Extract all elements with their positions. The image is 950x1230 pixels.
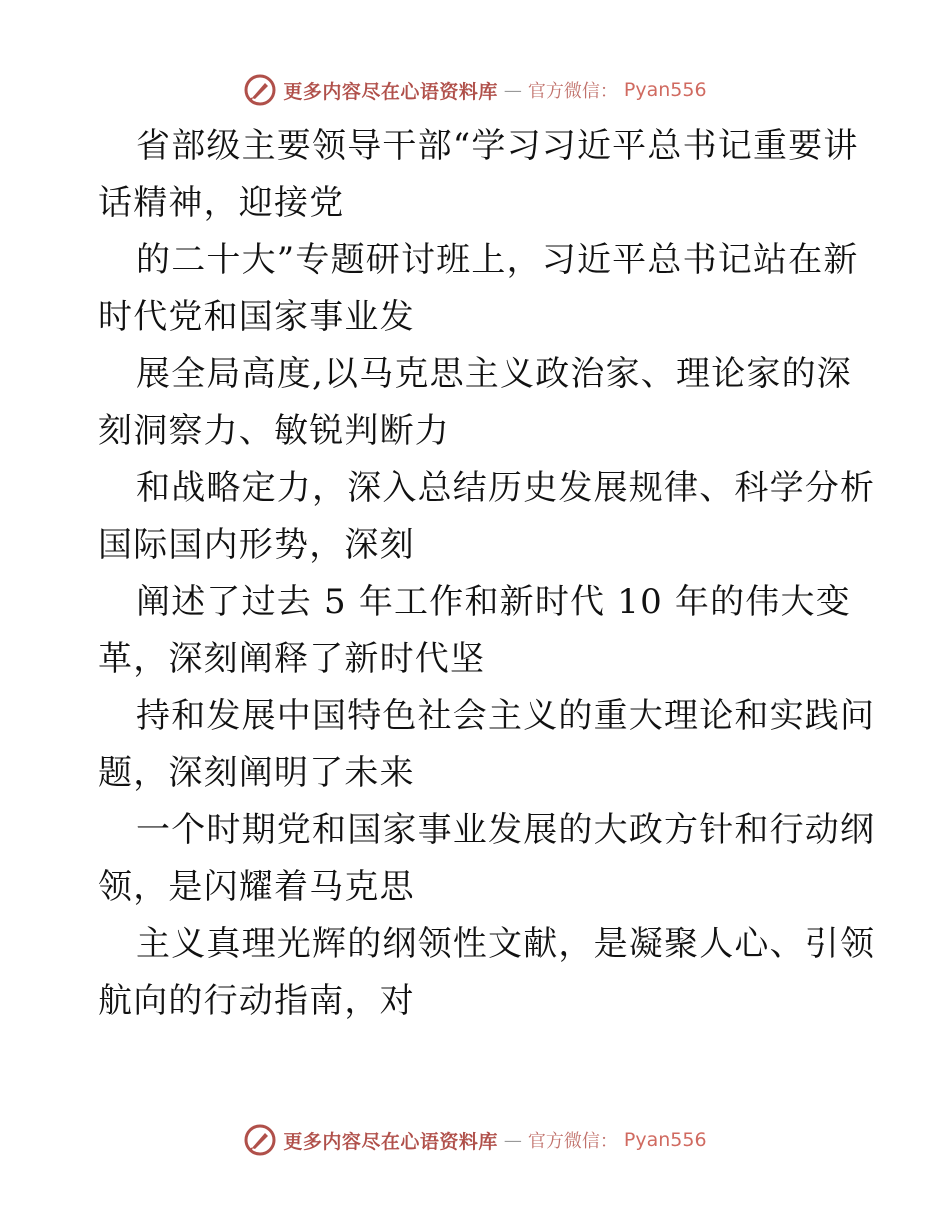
quill-circle-icon <box>243 1123 277 1157</box>
quill-circle-icon <box>243 73 277 107</box>
paragraph-line: 题，深刻阐明了未来 <box>98 753 415 793</box>
paragraph-line: 领，是闪耀着马克思 <box>98 867 415 907</box>
paragraph-line: 革，深刻阐释了新时代坚 <box>98 639 486 679</box>
paragraph-line: 阐述了过去 5 年工作和新时代 10 年的伟大变 <box>136 582 851 622</box>
paragraph-line: 的二十大”专题研讨班上，习近平总书记站在新 <box>136 240 859 280</box>
paragraph-4 <box>98 460 876 574</box>
paragraph-line: 持和发展中国特色社会主义的重大理论和实践问 <box>136 696 876 736</box>
paragraph-line: 时代党和国家事业发 <box>98 297 415 337</box>
paragraph-line: 航向的行动指南，对 <box>98 981 415 1021</box>
paragraph-5 <box>98 574 858 688</box>
document-body <box>98 118 876 1030</box>
paragraph-line: 主义真理光辉的纲领性文献，是凝聚人心、引领 <box>136 924 876 964</box>
paragraph-line: 和战略定力，深入总结历史发展规律、科学分析 <box>136 468 876 508</box>
paragraph-8 <box>98 916 876 1030</box>
paragraph-line: 国际国内形势，深刻 <box>98 525 415 565</box>
watermark-wechat-label: 官方微信： <box>527 1131 618 1152</box>
paragraph-line: 展全局高度,以马克思主义政治家、理论家的深 <box>136 354 853 394</box>
paragraph-2 <box>98 232 858 346</box>
paragraph-line: 刻洞察力、敏锐判断力 <box>98 411 450 451</box>
watermark-site-name: 更多内容尽在心语资料库 <box>283 1130 498 1153</box>
paragraph-1 <box>98 118 858 232</box>
watermark-wechat-label: 官方微信： <box>527 81 618 102</box>
paragraph-line: 话精神，迎接党 <box>98 183 345 223</box>
paragraph-3 <box>98 346 858 460</box>
paragraph-line: 省部级主要领导干部“学习习近平总书记重要讲 <box>136 126 859 166</box>
watermark-wechat-id: Pyan556 <box>623 79 707 101</box>
paragraph-7 <box>98 802 876 916</box>
paragraph-6 <box>98 688 876 802</box>
watermark-site-name: 更多内容尽在心语资料库 <box>283 80 498 103</box>
footer-watermark <box>0 1120 950 1160</box>
watermark-dash: — <box>503 79 522 101</box>
paragraph-line: 一个时期党和国家事业发展的大政方针和行动纲 <box>136 810 876 850</box>
header-watermark <box>0 70 950 110</box>
watermark-dash: — <box>503 1129 522 1151</box>
watermark-wechat-id: Pyan556 <box>623 1129 707 1151</box>
